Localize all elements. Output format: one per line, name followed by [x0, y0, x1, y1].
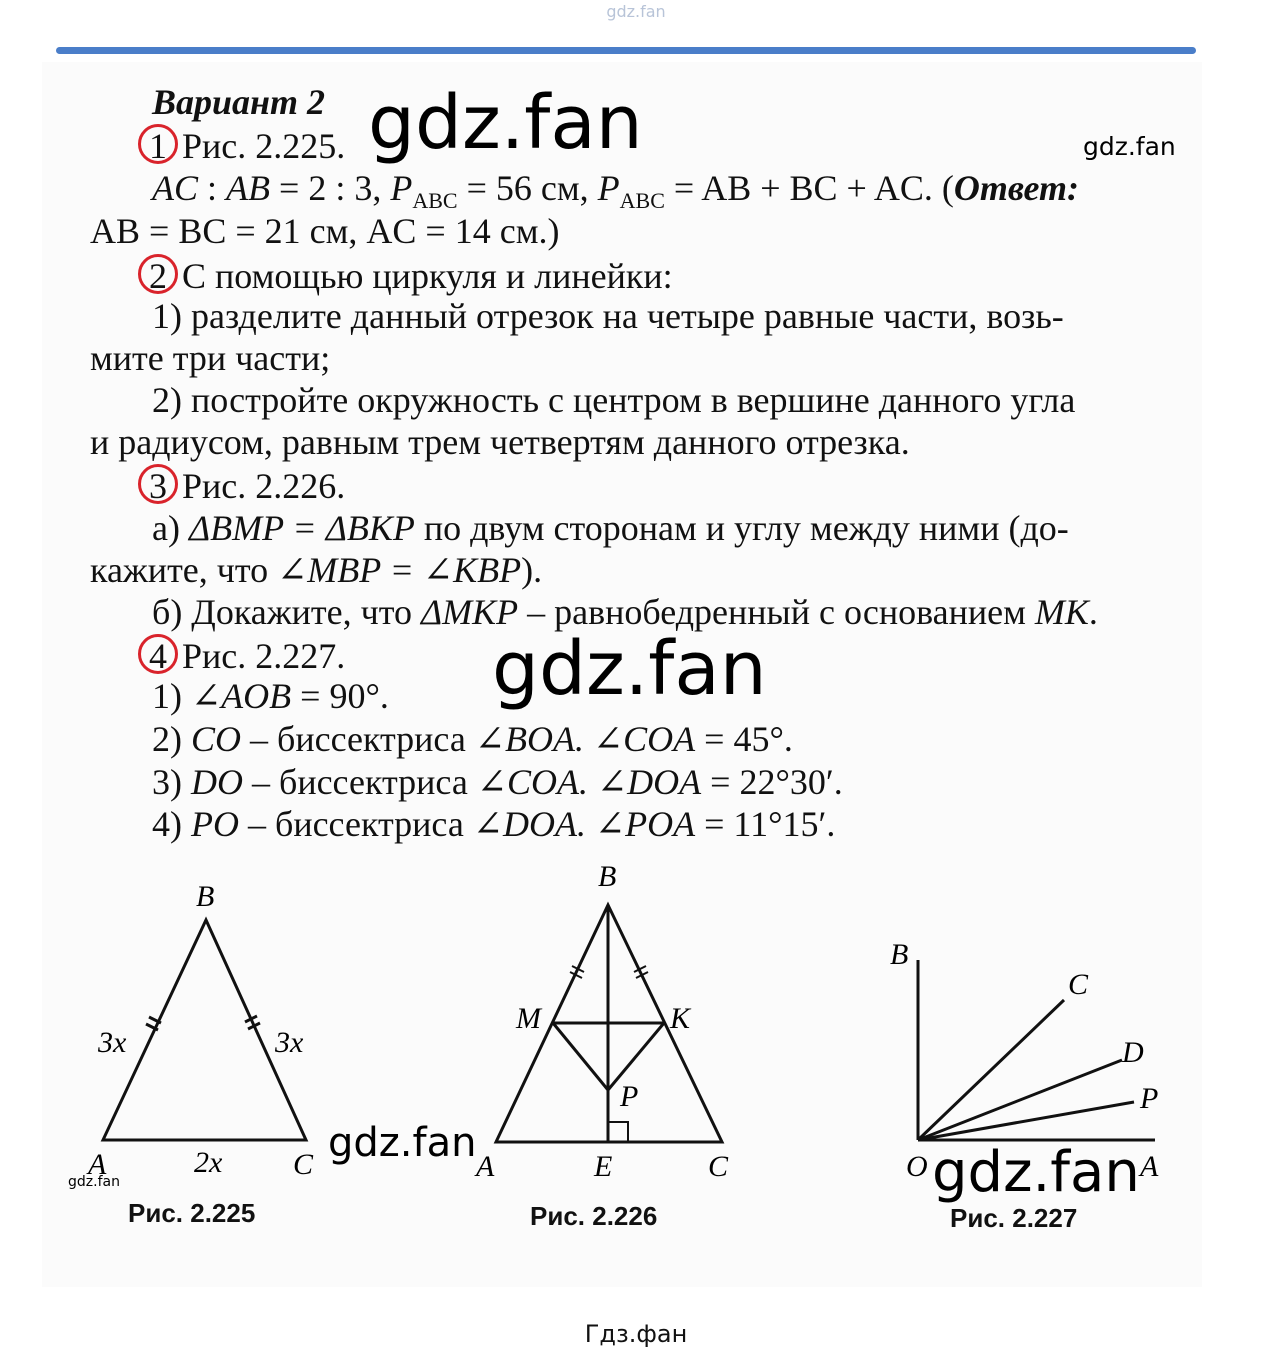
variant-heading: Вариант 2 [152, 82, 326, 122]
watermark-tiny: gdz.fan [68, 1174, 120, 1190]
task1-answer: AB = BC = 21 см, AC = 14 см.) [90, 211, 560, 251]
label-p: P [1140, 1082, 1159, 1115]
task3-number-badge: 3 [138, 464, 178, 504]
task4-item2: 2) CO – биссектриса ∠BOA. ∠COA = 45°. [152, 719, 793, 759]
task3-title-line: 3 Рис. 2.226. [138, 464, 345, 506]
task1-number-badge: 1 [138, 124, 178, 164]
label-side-left: 3x [98, 1026, 127, 1059]
task4-number-badge: 4 [138, 634, 178, 674]
task3-line-a: а) ΔBMP = ΔBKP по двум сторонам и углу между ними (до- [152, 508, 1069, 548]
task3-line-b: кажите, что ∠MBP = ∠KBP). [90, 550, 543, 590]
task2-step2b: и радиусом, равным трем четвертям данного отрезка. [90, 422, 910, 462]
task2-step2a: 2) постройте окружность с центром в вершине данного угла [152, 380, 1076, 420]
label-a: A [88, 1148, 107, 1181]
right-angle-mark [608, 1122, 628, 1142]
watermark-medium: gdz.fan [328, 1120, 477, 1166]
top-watermark: gdz.fan [606, 2, 666, 21]
task4-item4: 4) PO – биссектриса ∠DOA. ∠POA = 11°15′. [152, 804, 836, 844]
label-side-right: 3x [275, 1026, 304, 1059]
label-b: B [598, 860, 617, 893]
task1-line2: AC : AB = 2 : 3, $P_{ABC} = 56$ см, $P_{ABC}$ = AB + BC + AC. (Ответ: [152, 168, 1079, 214]
task4-item3: 3) DO – биссектриса ∠COA. ∠DOA = 22°30′. [152, 762, 843, 802]
task2-step1a: 1) разделите данный отрезок на четыре равные части, возь- [152, 296, 1064, 336]
watermark-large: gdz.fan [492, 626, 767, 712]
task4-title-line: 4 Рис. 2.227. [138, 634, 345, 676]
label-a: A [476, 1150, 495, 1183]
label-c: C [293, 1148, 314, 1181]
caption-fig-2-225: Рис. 2.225 [128, 1198, 256, 1228]
caption-fig-2-226: Рис. 2.226 [530, 1201, 658, 1231]
label-b: B [196, 880, 215, 913]
task2-number-badge: 2 [138, 254, 178, 294]
task1-ref: Рис. 2.225. [182, 126, 346, 166]
task4-item1: 1) ∠AOB = 90°. [152, 676, 389, 716]
label-a: A [1140, 1150, 1159, 1183]
label-b: B [890, 938, 909, 971]
segment-mp [553, 1023, 608, 1090]
label-p: P [620, 1080, 639, 1113]
caption-fig-2-227: Рис. 2.227 [950, 1203, 1078, 1233]
label-m: M [516, 1002, 541, 1035]
task3-line-c: б) Докажите, что ΔMKP – равнобедренный с основанием MK. [152, 592, 1098, 632]
watermark-small: gdz.fan [1083, 132, 1176, 161]
figure-2-227 [918, 960, 1155, 1140]
label-d: D [1122, 1036, 1144, 1069]
label-o: O [906, 1150, 928, 1183]
label-base: 2x [194, 1146, 223, 1179]
watermark-large: gdz.fan [932, 1140, 1140, 1205]
label-k: K [670, 1002, 691, 1035]
label-c: C [708, 1150, 729, 1183]
label-e: E [594, 1150, 613, 1183]
ray-od [918, 1060, 1122, 1140]
footer-watermark: Гдз.фан [584, 1320, 688, 1348]
task2-title-line: 2 С помощью циркуля и линейки: [138, 254, 673, 296]
watermark-large: gdz.fan [368, 80, 643, 166]
task2-step1b: мите три части; [90, 338, 331, 378]
label-c: C [1068, 968, 1089, 1001]
